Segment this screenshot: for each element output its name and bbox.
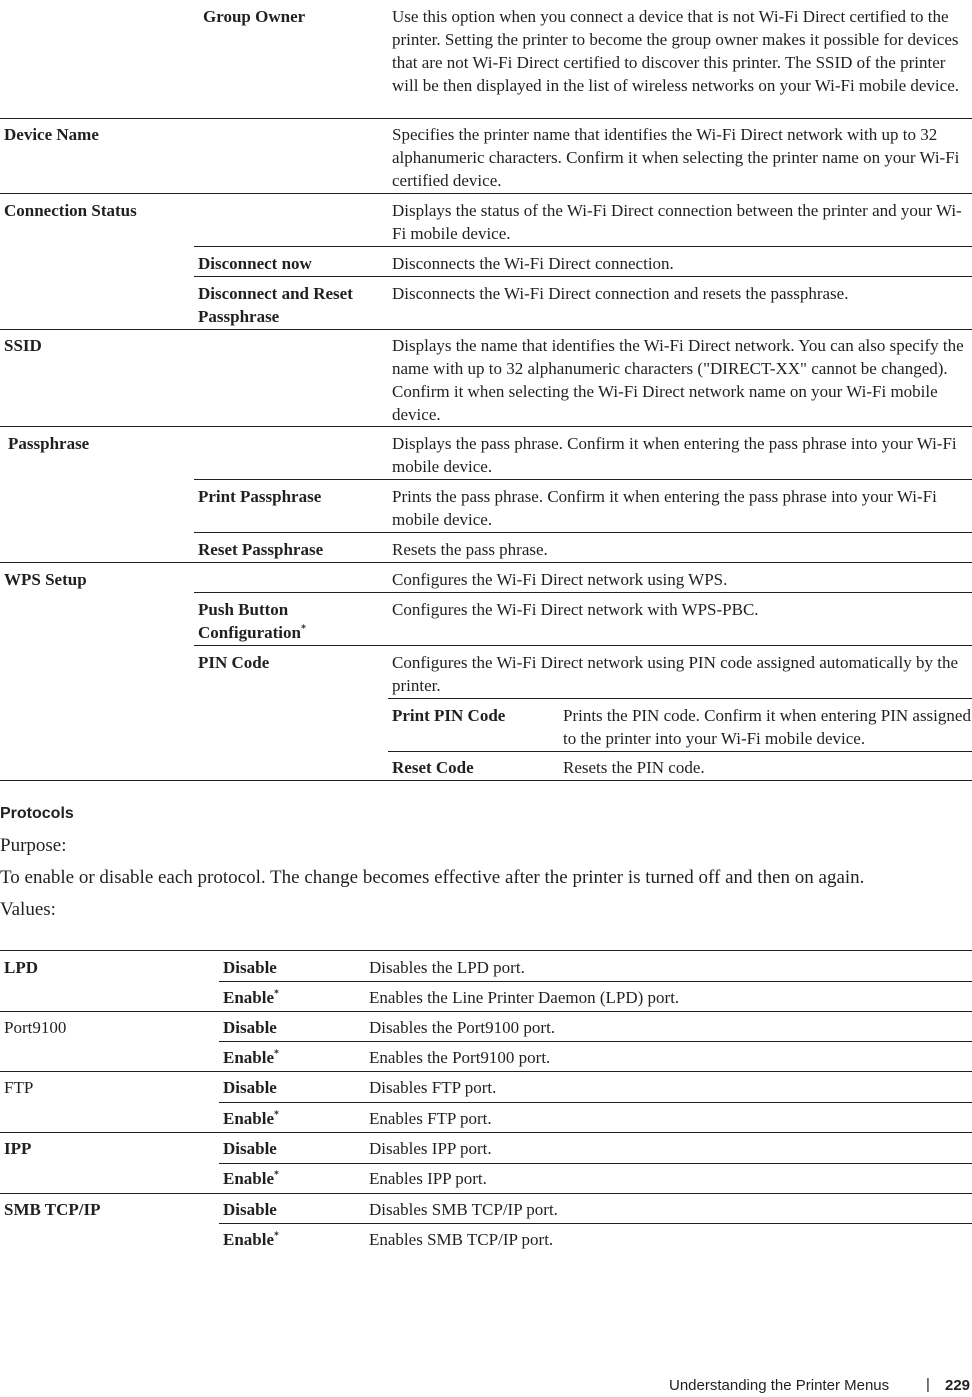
protocol-name: LPD <box>4 958 38 977</box>
enable-desc: Enables IPP port. <box>369 1169 487 1188</box>
table-divider <box>219 1041 972 1042</box>
ssid-label: SSID <box>4 336 42 355</box>
table-divider <box>0 950 972 951</box>
disable-option: Disable <box>223 1139 277 1158</box>
default-marker: * <box>300 623 306 635</box>
table-divider <box>0 1071 972 1072</box>
disconnect-now-label: Disconnect now <box>198 254 312 273</box>
push-button-desc: Configures the Wi-Fi Direct network with WPS-PBC. <box>392 600 759 619</box>
wps-setup-desc: Configures the Wi-Fi Direct network using WPS. <box>392 570 728 589</box>
page-number: 229 <box>945 1377 971 1394</box>
enable-option: Enable* <box>223 1169 280 1188</box>
footer-section-title: Understanding the Printer Menus <box>669 1377 890 1394</box>
table-divider <box>219 981 972 982</box>
table-divider <box>194 592 972 593</box>
disconnect-reset-label: Disconnect and Reset Passphrase <box>198 284 353 326</box>
disable-desc: Disables SMB TCP/IP port. <box>369 1200 558 1219</box>
table-divider <box>194 246 972 247</box>
table-divider <box>0 780 972 781</box>
table-divider <box>388 698 972 699</box>
disable-desc: Disables IPP port. <box>369 1139 492 1158</box>
table-divider <box>219 1163 972 1164</box>
enable-desc: Enables SMB TCP/IP port. <box>369 1230 554 1249</box>
disable-option: Disable <box>223 1200 277 1219</box>
group-owner-desc: Use this option when you connect a device that is not Wi-Fi Direct certified to the printer. Setting the printer to become the group owner makes it possible for devices that are not Wi-Fi Direct certified to discover this printer. The SSID of the printer will be then displayed in the list of wireless networks on your Wi-Fi mobile device. <box>392 7 959 95</box>
disable-desc: Disables the Port9100 port. <box>369 1018 556 1037</box>
footer-separator: | <box>926 1376 930 1393</box>
pin-code-desc: Configures the Wi-Fi Direct network using PIN code assigned automatically by the printer. <box>392 653 959 695</box>
default-marker: * <box>274 1109 280 1121</box>
default-marker: * <box>274 1169 280 1181</box>
enable-option: Enable* <box>223 1109 280 1128</box>
reset-passphrase-desc: Resets the pass phrase. <box>392 540 548 559</box>
group-owner-label: Group Owner <box>203 7 306 26</box>
push-button-label: Push Button Configuration* <box>198 600 306 642</box>
enable-desc: Enables the Port9100 port. <box>369 1048 551 1067</box>
protocol-name: Port9100 <box>4 1018 67 1037</box>
purpose-label: Purpose: <box>0 835 67 856</box>
values-label: Values: <box>0 899 56 920</box>
default-marker: * <box>274 988 280 1000</box>
reset-code-label: Reset Code <box>392 758 474 777</box>
disable-option: Disable <box>223 1078 277 1097</box>
table-divider <box>0 426 972 427</box>
device-name-label: Device Name <box>4 125 99 144</box>
ssid-desc: Displays the name that identifies the Wi-Fi Direct network. You can also specify the name with up to 32 alphanumeric characters ("DIRECT-XX" cannot be changed). Confirm it when selecting the Wi-Fi Direct network name on your Wi-Fi mobile device. <box>392 336 964 424</box>
pin-code-label: PIN Code <box>198 653 270 672</box>
table-divider <box>0 118 972 119</box>
disable-option: Disable <box>223 1018 277 1037</box>
connection-status-desc: Displays the status of the Wi-Fi Direct connection between the printer and your Wi-Fi mobile device. <box>392 201 962 243</box>
protocol-name: FTP <box>4 1078 34 1097</box>
print-pin-code-label: Print PIN Code <box>392 706 506 725</box>
print-pin-code-desc: Prints the PIN code. Confirm it when entering PIN assigned to the printer into your Wi-Fi mobile device. <box>563 706 971 748</box>
table-divider <box>219 1223 972 1224</box>
enable-desc: Enables the Line Printer Daemon (LPD) port. <box>369 988 680 1007</box>
protocol-name: IPP <box>4 1139 32 1158</box>
print-passphrase-label: Print Passphrase <box>198 487 322 506</box>
table-divider <box>0 1132 972 1133</box>
device-name-desc: Specifies the printer name that identifies the Wi-Fi Direct network with up to 32 alphanumeric characters. Confirm it when selecting the printer name on your Wi-Fi certified device. <box>392 125 960 190</box>
enable-option: Enable* <box>223 1048 280 1067</box>
table-divider <box>0 1193 972 1194</box>
wps-setup-label: WPS Setup <box>4 570 87 589</box>
disable-desc: Disables FTP port. <box>369 1078 497 1097</box>
table-divider <box>219 1102 972 1103</box>
table-divider <box>388 751 972 752</box>
table-divider <box>0 1011 972 1012</box>
default-marker: * <box>274 1230 280 1242</box>
print-passphrase-desc: Prints the pass phrase. Confirm it when entering the pass phrase into your Wi-Fi mobile device. <box>392 487 937 529</box>
enable-desc: Enables FTP port. <box>369 1109 492 1128</box>
protocols-heading: Protocols <box>0 805 74 822</box>
purpose-text: To enable or disable each protocol. The change becomes effective after the printer is turned off and then on again. <box>0 867 865 888</box>
disconnect-reset-desc: Disconnects the Wi-Fi Direct connection and resets the passphrase. <box>392 284 849 303</box>
disable-option: Disable <box>223 958 277 977</box>
table-divider <box>194 276 972 277</box>
disable-desc: Disables the LPD port. <box>369 958 525 977</box>
passphrase-label: Passphrase <box>8 434 90 453</box>
reset-code-desc: Resets the PIN code. <box>563 758 705 777</box>
enable-option: Enable* <box>223 1230 280 1249</box>
table-divider <box>194 532 972 533</box>
table-divider <box>194 479 972 480</box>
protocol-name: SMB TCP/IP <box>4 1200 101 1219</box>
table-divider <box>0 329 972 330</box>
default-marker: * <box>274 1048 280 1060</box>
enable-option: Enable* <box>223 988 280 1007</box>
passphrase-desc: Displays the pass phrase. Confirm it when entering the pass phrase into your Wi-Fi mobile device. <box>392 434 957 476</box>
connection-status-label: Connection Status <box>4 201 137 220</box>
disconnect-now-desc: Disconnects the Wi-Fi Direct connection. <box>392 254 674 273</box>
table-divider <box>0 193 972 194</box>
table-divider <box>0 562 972 563</box>
reset-passphrase-label: Reset Passphrase <box>198 540 324 559</box>
table-divider <box>194 645 972 646</box>
